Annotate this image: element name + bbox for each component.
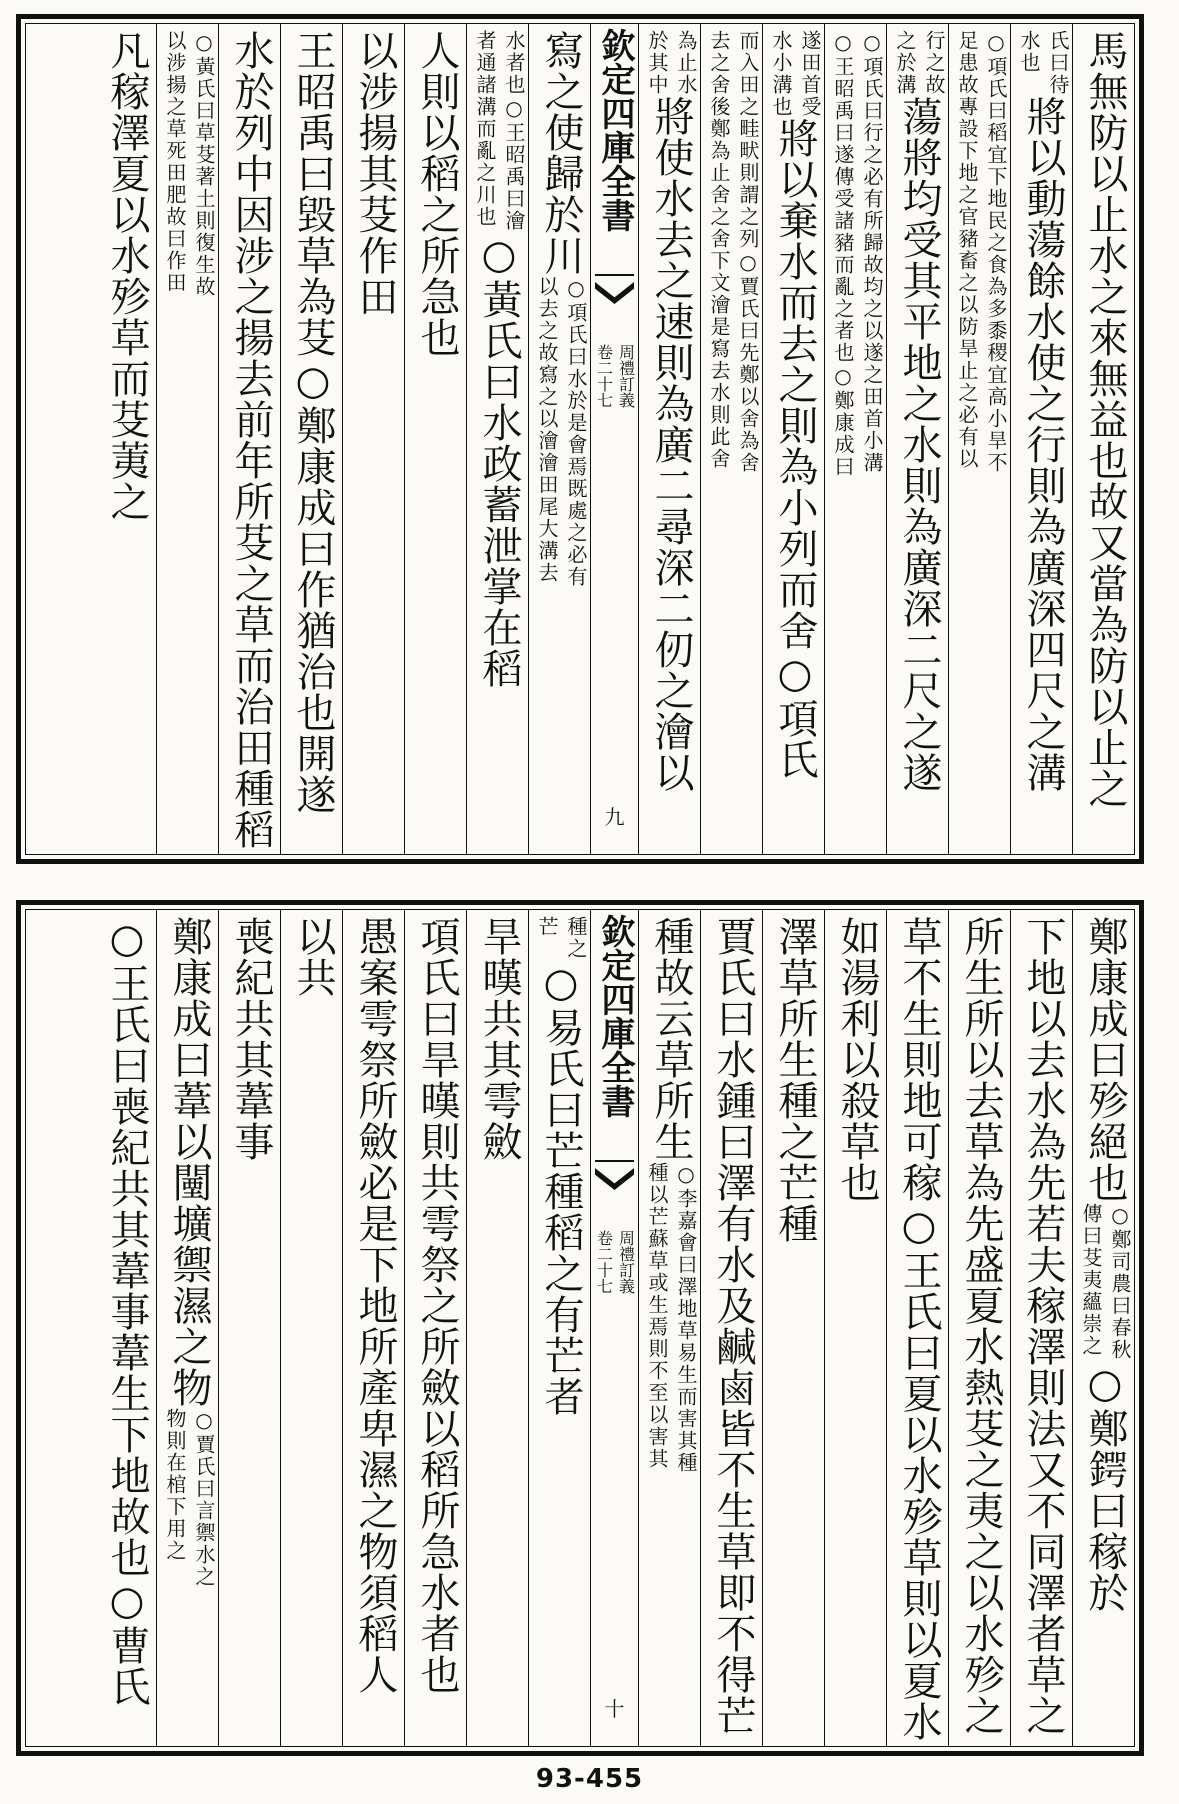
main-text: ○易氏曰芒種稻之有芒者 bbox=[538, 960, 584, 1417]
book-title-banner: 欽定四庫全書 bbox=[595, 28, 635, 232]
commentary-pair bbox=[704, 30, 762, 474]
annotation-line: 傳曰芟夷蘊崇之 bbox=[1079, 1203, 1103, 1357]
annotation-line: 以涉揚之草死田肥故曰作田 bbox=[163, 30, 187, 294]
commentary-pair bbox=[890, 30, 948, 96]
text-column bbox=[404, 24, 466, 854]
text-column bbox=[218, 24, 280, 854]
book-title-banner: 欽定四庫全書 bbox=[595, 914, 635, 1118]
main-text: 愚案雩祭所斂必是下地所產卑濕之物須稻人 bbox=[352, 916, 398, 1695]
section-meta-text: 周禮訂義 bbox=[616, 1230, 636, 1294]
text-column bbox=[218, 910, 280, 1746]
text-column bbox=[762, 910, 824, 1746]
main-text: 喪紀共其葦事 bbox=[228, 916, 274, 1162]
text-column bbox=[466, 24, 528, 854]
text-column bbox=[466, 910, 528, 1746]
commentary-pair bbox=[642, 1162, 700, 1474]
annotation-line: 之於溝 bbox=[893, 30, 917, 96]
annotation-line: ○鄭司農曰春秋 bbox=[1108, 1203, 1132, 1361]
annotation-line: 去之舍後鄭為止舍之舍下文澮是寫去水則此舍 bbox=[707, 30, 731, 470]
annotation-line: 種之 bbox=[564, 916, 588, 960]
main-text: 馬無防以止水之來無益也故又當為防以止之 bbox=[1082, 30, 1128, 809]
page-columns bbox=[25, 23, 1135, 855]
annotation-line: 水也 bbox=[1017, 30, 1041, 74]
text-column bbox=[700, 24, 762, 854]
section-meta-text: 周禮訂義 bbox=[616, 344, 636, 408]
text-column bbox=[948, 910, 1010, 1746]
annotation-line: 者通諸溝而亂之川也 bbox=[473, 30, 497, 228]
main-text: 寫之使歸於川 bbox=[538, 30, 584, 276]
text-column bbox=[948, 24, 1010, 854]
main-text: 所生所以去草為先盛夏水熱芟之夷之以水殄之 bbox=[958, 916, 1004, 1736]
text-column bbox=[1010, 24, 1072, 854]
main-text: 以涉揚其芟作田 bbox=[352, 30, 398, 317]
center-fold-column bbox=[590, 910, 638, 1746]
text-column bbox=[886, 24, 948, 854]
text-column bbox=[1072, 24, 1134, 854]
text-column bbox=[1010, 910, 1072, 1746]
text-column bbox=[700, 910, 762, 1746]
annotation-line: ○賈氏曰言禦水之 bbox=[192, 1408, 216, 1588]
text-column bbox=[94, 910, 156, 1746]
main-text: 將以棄水而去之則為小列而舍○項氏 bbox=[772, 118, 818, 780]
text-column bbox=[404, 910, 466, 1746]
section-meta-text: 卷二十七 bbox=[594, 344, 614, 408]
main-text: 鄭康成曰殄絕也 bbox=[1082, 916, 1128, 1203]
text-column bbox=[528, 24, 590, 854]
text-column bbox=[824, 24, 886, 854]
fishtail-mark bbox=[595, 274, 634, 322]
main-text: 蕩將均受其平地之水則為廣深二尺之遂 bbox=[896, 96, 942, 793]
text-column bbox=[638, 24, 700, 854]
text-column bbox=[342, 910, 404, 1746]
text-column bbox=[156, 910, 218, 1746]
main-text: 澤草所生種之芒種 bbox=[772, 916, 818, 1244]
annotation-line: 物則在棺下用之 bbox=[163, 1408, 187, 1562]
annotation-line: ○王昭禹曰遂傳受諸豬而亂之者也○鄭康成曰 bbox=[831, 30, 855, 478]
fishtail-mark bbox=[595, 1160, 634, 1208]
annotation-line: 以去之故寫之以澮澮田尾大溝去 bbox=[535, 276, 559, 584]
annotation-line: ○項氏曰稻宜下地民之食為多黍稷宜高小旱不 bbox=[984, 30, 1008, 474]
annotation-line: 行之故 bbox=[922, 30, 946, 96]
commentary-pair bbox=[828, 30, 886, 478]
main-text: 草不生則地可稼○王氏曰夏以水殄草則以夏水 bbox=[896, 916, 942, 1742]
annotation-line: ○項氏曰行之必有所歸故均之以遂之田首小溝 bbox=[860, 30, 884, 474]
text-column bbox=[342, 24, 404, 854]
annotation-line: 於其中 bbox=[645, 30, 669, 96]
commentary-pair bbox=[642, 30, 700, 96]
commentary-pair bbox=[470, 30, 528, 232]
main-text: 人則以稻之所急也 bbox=[414, 30, 460, 358]
text-column bbox=[824, 910, 886, 1746]
annotation-line: ○項氏曰水於是會焉既處之必有 bbox=[564, 276, 588, 588]
main-text: 旱暵共其雩斂 bbox=[476, 916, 522, 1162]
main-text: 鄭康成曰葦以闉壙禦濕之物 bbox=[166, 916, 212, 1408]
center-fold-column bbox=[590, 24, 638, 854]
annotation-line: 足患故專設下地之官豬畜之以防旱止之必有以 bbox=[955, 30, 979, 470]
annotation-line: 遂田首受 bbox=[798, 30, 822, 118]
commentary-pair bbox=[766, 30, 824, 118]
main-text: 凡稼澤夏以水殄草而芟荑之 bbox=[104, 30, 150, 522]
main-text: 將以動蕩餘水使之行則為廣深四尺之溝 bbox=[1020, 96, 1066, 793]
commentary-pair bbox=[532, 276, 590, 588]
annotation-line: 水者也○王昭禹曰澮 bbox=[502, 30, 526, 232]
text-column bbox=[156, 24, 218, 854]
commentary-pair bbox=[532, 916, 590, 960]
section-meta bbox=[591, 344, 638, 408]
main-text: 賈氏曰水鍾曰澤有水及鹹鹵皆不生草即不得芒 bbox=[710, 916, 756, 1736]
text-column bbox=[1072, 910, 1134, 1746]
page-top bbox=[16, 14, 1144, 864]
main-text: 水於列中因涉之揚去前年所芟之草而治田種稻 bbox=[228, 30, 274, 850]
folio-number: 十 bbox=[604, 1697, 625, 1721]
page-bottom bbox=[16, 900, 1144, 1756]
commentary-pair bbox=[160, 30, 218, 298]
annotation-line: 而入田之畦畎則謂之列○賈氏曰先鄭以舍為舍 bbox=[736, 30, 760, 474]
main-text: 將使水去之速則為廣二尋深二仞之澮以 bbox=[648, 96, 694, 793]
page-footer-number: 93-455 bbox=[535, 1764, 644, 1794]
annotation-line: 水小溝也 bbox=[769, 30, 793, 118]
text-column bbox=[94, 24, 156, 854]
main-text: 下地以去水為先若夫稼澤則法又不同澤者草之 bbox=[1020, 916, 1066, 1736]
folio-number: 九 bbox=[604, 805, 625, 829]
section-meta-text: 卷二十七 bbox=[594, 1230, 614, 1294]
text-column bbox=[528, 910, 590, 1746]
main-text: ○王氏曰喪紀共其葦事葦生下地故也○曹氏 bbox=[104, 916, 150, 1707]
commentary-pair bbox=[160, 1408, 218, 1588]
text-column bbox=[638, 910, 700, 1746]
annotation-line: 氏曰待 bbox=[1046, 30, 1070, 96]
page-columns bbox=[25, 909, 1135, 1747]
text-column bbox=[762, 24, 824, 854]
main-text: 項氏曰旱暵則共雩祭之所斂以稻所急水者也 bbox=[414, 916, 460, 1695]
section-meta bbox=[591, 1230, 638, 1294]
annotation-line: ○黃氏曰草芟著土則復生故 bbox=[192, 30, 216, 298]
commentary-pair bbox=[952, 30, 1010, 474]
main-text: ○鄭鍔曰稼於 bbox=[1082, 1361, 1128, 1613]
text-column bbox=[280, 24, 342, 854]
text-column bbox=[280, 910, 342, 1746]
annotation-line: 芒 bbox=[535, 916, 559, 938]
main-text: 如湯利以殺草也 bbox=[834, 916, 880, 1203]
commentary-pair bbox=[1014, 30, 1072, 96]
text-column bbox=[886, 910, 948, 1746]
annotation-line: 為止水 bbox=[674, 30, 698, 96]
annotation-line: ○李嘉會曰澤地草易生而害其種 bbox=[674, 1162, 698, 1474]
main-text: 王昭禹曰毀草為芟○鄭康成曰作猶治也開遂 bbox=[290, 30, 336, 815]
main-text: 以共 bbox=[290, 916, 336, 998]
main-text: 種故云草所生 bbox=[648, 916, 694, 1162]
main-text: ○黃氏曰水政蓄泄掌在稻 bbox=[476, 232, 522, 689]
commentary-pair bbox=[1076, 1203, 1134, 1361]
annotation-line: 種以芒蘇草或生焉則不至以害其 bbox=[645, 1162, 669, 1470]
